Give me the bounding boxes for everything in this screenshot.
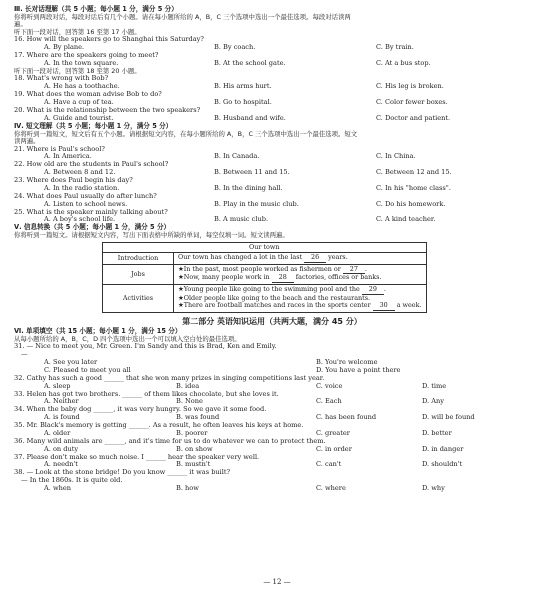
option-c: C. Do his homework. xyxy=(376,199,446,208)
activities-line-2: ★Older people like going to the beach and the restaurants. xyxy=(178,293,371,302)
jobs-cell xyxy=(174,264,427,284)
question-21-options xyxy=(14,153,530,161)
option-b: B. In the dining hall. xyxy=(214,183,283,192)
option-c: C. where xyxy=(316,484,346,493)
option-c: C. By train. xyxy=(376,43,414,52)
part-2-heading: 第二部分 英语知识运用（共两大题，满分 45 分） xyxy=(182,316,362,326)
option-a: A. needn't xyxy=(44,460,78,469)
option-a: A. Guide and tourist. xyxy=(44,113,114,122)
option-b: B. At the school gate. xyxy=(214,58,286,67)
option-c: C. In his "home class". xyxy=(376,183,451,192)
jobs-line-1-end: . xyxy=(364,264,367,273)
option-b: B. You're welcome xyxy=(316,357,378,366)
question-33-options xyxy=(14,398,530,406)
option-d: D. You have a point there xyxy=(316,365,401,374)
option-a: A. when xyxy=(44,484,71,493)
option-c: C. Doctor and patient. xyxy=(376,113,451,122)
option-b: B. was found xyxy=(176,413,220,422)
section-3-instruction: 你将听到两段对话，每段对话后有几个小题。请在每小题所给的 A，B，C 三个选项中选出一个最佳选项。每段对话读两 xyxy=(14,12,351,21)
option-d: D. Any xyxy=(422,397,444,406)
question-33: 33. Helen has got two brothers. ______ of them likes chocolate, but she loves it. xyxy=(14,389,279,398)
option-a: A. Have a cup of tea. xyxy=(44,98,114,107)
option-c: C. His leg is broken. xyxy=(376,82,444,91)
option-a: A. In the town square. xyxy=(44,58,119,67)
question-34: 34. When the baby dog ______, it was very hungry. So we gave it some food. xyxy=(14,405,267,414)
option-b: B. None xyxy=(176,397,203,406)
blank-29[interactable]: 29 xyxy=(362,286,384,295)
option-c: C. can't xyxy=(316,460,342,469)
option-b: B. on show xyxy=(176,444,213,453)
option-b: B. Husband and wife. xyxy=(214,113,286,122)
option-c: C. greater xyxy=(316,428,350,437)
option-a: A. By plane. xyxy=(44,43,85,52)
section-6-title: Ⅵ. 单项填空（共 15 小题；每小题 1 分，满分 15 分） xyxy=(14,327,182,336)
option-c: C. Each xyxy=(316,397,342,406)
option-a: A. In America. xyxy=(44,152,92,161)
jobs-line-2: ★Now, many people work in xyxy=(178,273,270,282)
option-b: B. how xyxy=(176,484,199,493)
option-a: A. Between 8 and 12. xyxy=(44,168,116,177)
option-b: B. In Canada. xyxy=(214,152,260,161)
option-b: B. mustn't xyxy=(176,460,211,469)
option-a: A. is found xyxy=(44,413,80,422)
question-38: 38. — Look at the stone bridge! Do you know ______ it was built? xyxy=(14,468,231,477)
option-b: B. His arms hurt. xyxy=(214,82,272,91)
section-4-instruction-2: 读两遍。 xyxy=(14,137,40,146)
option-d: D. better xyxy=(422,428,452,437)
question-23: 23. Where does Paul begin his day? xyxy=(14,176,133,185)
option-d: D. why xyxy=(422,484,445,493)
option-a: A. See you later xyxy=(44,357,98,366)
question-24: 24. What does Paul usually do after lunch? xyxy=(14,191,157,200)
question-25: 25. What is the speaker mainly talking about? xyxy=(14,207,168,216)
section-4-title: Ⅳ. 短文理解（共 5 小题；每小题 1 分，满分 5 分） xyxy=(14,121,173,130)
question-17: 17. Where are the speakers going to meet? xyxy=(14,51,159,60)
question-16: 16. How will the speakers go to Shanghai this Saturday? xyxy=(14,35,204,44)
question-32-options xyxy=(14,383,530,391)
blank-30[interactable]: 30 xyxy=(373,302,395,311)
activities-line-1: ★Young people like going to the swimming pool and the xyxy=(178,284,360,293)
option-b: B. Play in the music club. xyxy=(214,199,299,208)
option-c: C. In China. xyxy=(376,152,416,161)
section-3-instruction-2: 遍。 xyxy=(14,20,27,29)
question-23-options xyxy=(14,185,530,193)
dialogue-1-intro: 听下面一段对话，回答第 16 至第 17 小题。 xyxy=(14,27,141,36)
option-c: C. At a bus stop. xyxy=(376,58,431,67)
option-a: A. older xyxy=(44,428,71,437)
option-b: B. By coach. xyxy=(214,43,256,52)
option-c: C. Between 12 and 15. xyxy=(376,168,452,177)
question-18-options xyxy=(14,83,530,91)
row-label-activities: Activities xyxy=(103,284,174,312)
section-5-title: Ⅴ. 信息转换（共 5 小题；每小题 1 分，满分 5 分） xyxy=(14,223,171,232)
question-35: 35. Mr. Black's memory is getting ______. As a result, he often leaves his keys at home. xyxy=(14,421,304,430)
intro-text-end: years. xyxy=(328,253,348,262)
question-38-response: — In the 1860s. It is quite old. xyxy=(21,476,123,485)
question-20-options xyxy=(14,115,530,123)
option-a: A. Listen to school news. xyxy=(44,199,128,208)
blank-28[interactable]: 28 xyxy=(272,274,294,283)
question-18: 18. What's wrong with Bob? xyxy=(14,74,109,83)
jobs-line-2-end: factories, offices or banks. xyxy=(295,273,382,282)
option-c: C. voice xyxy=(316,381,343,390)
info-table xyxy=(102,242,427,313)
option-a: A. He has a toothache. xyxy=(44,82,120,91)
question-38-options xyxy=(14,485,530,493)
question-37-options xyxy=(14,461,530,469)
table-heading: Our town xyxy=(103,242,427,253)
question-20: 20. What is the relationship between the two speakers? xyxy=(14,106,201,115)
blank-26[interactable]: 26 xyxy=(304,254,326,263)
question-37: 37. Please don't make so much noise. I ______ hear the speaker very well. xyxy=(14,452,260,461)
row-label-introduction: Introduction xyxy=(103,253,174,265)
question-22: 22. How old are the students in Paul's school? xyxy=(14,160,169,169)
section-3-title: Ⅲ. 长对话理解（共 5 小题；每小题 1 分，满分 5 分） xyxy=(14,5,178,13)
question-21: 21. Where is Paul's school? xyxy=(14,144,105,153)
question-19: 19. What does the woman advise Bob to do? xyxy=(14,90,162,99)
option-a: A. In the radio station. xyxy=(44,183,120,192)
question-31-response: — xyxy=(21,350,28,359)
option-a: A. A boy's school life. xyxy=(44,215,116,224)
section-5-instruction: 你将听到一篇短文。请根据短文内容，写出下面表格中所缺的单词，每空仅填一词。短文读两遍。 xyxy=(14,231,289,240)
option-d: D. shouldn't xyxy=(422,460,463,469)
question-25-options xyxy=(14,216,530,224)
option-b: B. A music club. xyxy=(214,215,269,224)
option-d: D. in danger xyxy=(422,444,464,453)
introduction-cell xyxy=(174,253,427,265)
blank-27[interactable]: 27 xyxy=(343,266,365,275)
question-32: 32. Cathy has such a good ______ that she won many prizes in singing competitions last year. xyxy=(14,373,325,382)
question-31-options-row-2 xyxy=(14,367,530,375)
question-22-options xyxy=(14,169,530,177)
option-d: D. time xyxy=(422,381,447,390)
activities-cell xyxy=(174,284,427,312)
activities-line-1-end: . xyxy=(383,284,386,293)
question-31: 31. — Nice to meet you, Mr. Green. I'm Sandy and this is Brad, Ken and Emily. xyxy=(14,342,277,351)
option-c: C. has been found xyxy=(316,413,377,422)
option-c: C. in order xyxy=(316,444,352,453)
option-b: B. idea xyxy=(176,381,200,390)
dialogue-2-intro: 听下面一段对话，回答第 18 至第 20 小题。 xyxy=(14,66,141,75)
question-19-options xyxy=(14,99,530,107)
question-35-options xyxy=(14,430,530,438)
option-a: A. sleep xyxy=(44,381,71,390)
option-a: A. on duty xyxy=(44,444,79,453)
question-24-options xyxy=(14,201,530,209)
question-34-options xyxy=(14,414,530,422)
intro-text: Our town has changed a lot in the last xyxy=(178,253,303,262)
option-c: C. Color fewer boxes. xyxy=(376,98,448,107)
option-a: A. Neither xyxy=(44,397,79,406)
question-36-options xyxy=(14,446,530,454)
option-c: C. Pleased to meet you all xyxy=(44,365,131,374)
page-number: — 12 — xyxy=(263,578,291,586)
question-36: 36. Many wild animals are ______, and it's time for us to do whatever we can to protect them. xyxy=(14,436,326,445)
question-17-options xyxy=(14,60,530,68)
activities-line-3-end: a week. xyxy=(396,301,422,310)
option-b: B. poorer xyxy=(176,428,208,437)
option-b: B. Between 11 and 15. xyxy=(214,168,290,177)
row-label-jobs: Jobs xyxy=(103,264,174,284)
section-6-instruction: 从每小题所给的 A，B，C，D 四个选项中选出一个可以填入空白处的最佳选项。 xyxy=(14,334,241,343)
question-16-options xyxy=(14,44,530,52)
jobs-line-1: ★In the past, most people worked as fishermen or xyxy=(178,264,341,273)
activities-line-3: ★There are football matches and races in the sports center xyxy=(178,301,371,310)
option-c: C. A kind teacher. xyxy=(376,215,436,224)
option-b: B. Go to hospital. xyxy=(214,98,272,107)
section-4-instruction: 你将听到一篇短文，短文后有五个小题。请根据短文内容，在每小题所给的 A，B，C 三个选项中选出一个最佳选项。短文 xyxy=(14,129,358,138)
option-d: D. will be found xyxy=(422,413,475,422)
